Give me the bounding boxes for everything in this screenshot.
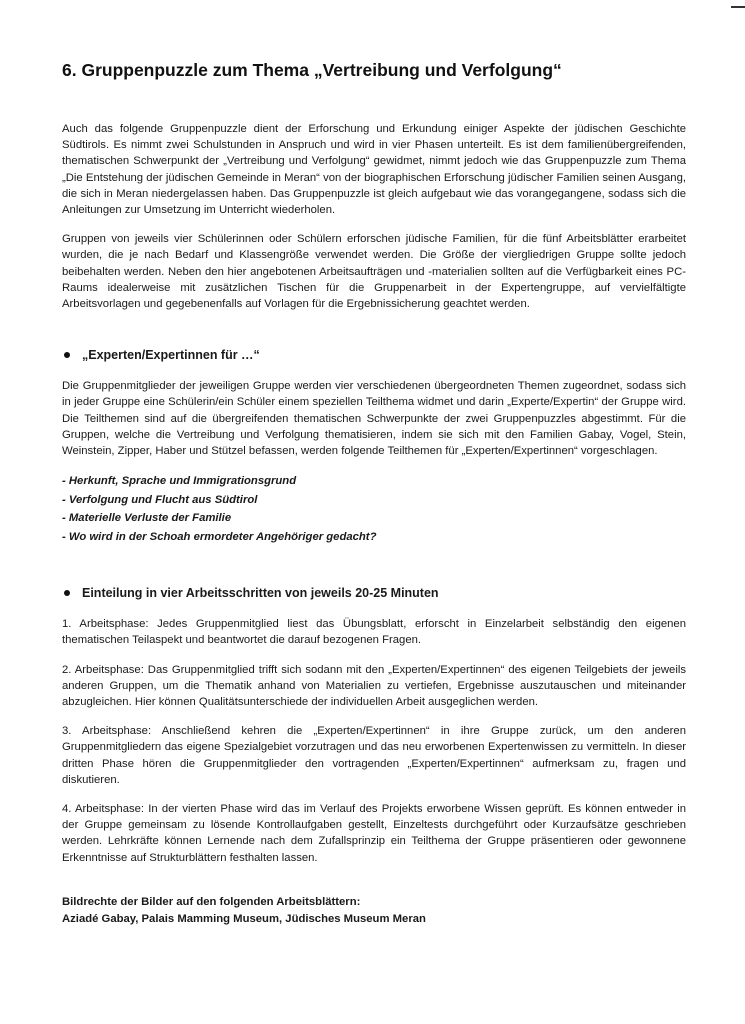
credits-line-2: Aziadé Gabay, Palais Mamming Museum, Jüdisches Museum Meran	[62, 912, 426, 925]
topic-item: - Verfolgung und Flucht aus Südtirol	[62, 493, 258, 506]
document-page	[62, 60, 686, 928]
topic-list	[62, 472, 686, 546]
topic-item: - Herkunft, Sprache und Immigrationsgrund	[62, 475, 297, 488]
experts-heading-text: „Experten/Expertinnen für …“	[82, 348, 260, 363]
credits-line-1: Bildrechte der Bilder auf den folgenden Arbeitsblättern:	[62, 895, 361, 908]
experts-section-heading	[62, 348, 686, 362]
phases-section-heading	[62, 586, 686, 600]
bullet-icon	[64, 352, 70, 358]
phase-paragraph-2: 2. Arbeitsphase: Das Gruppenmitglied trifft sich sodann mit den „Experten/Expertinnen“ des eigenen Teilgebiets der jeweils anderen Gruppen, um die Thematik anhand von Materialien zu vertiefen, Ergebnisse auszutauschen und miteinander abzugleichen. Hier können Qualitätsunterschiede der individuellen Arbeit ausgeglichen werden.	[62, 663, 686, 709]
page-title: 6. Gruppenpuzzle zum Thema „Vertreibung und Verfolgung“	[62, 60, 562, 80]
bullet-icon	[64, 590, 70, 596]
scan-edge-mark	[731, 6, 745, 8]
phase-paragraph-1: 1. Arbeitsphase: Jedes Gruppenmitglied liest das Übungsblatt, erforscht in Einzelarbeit selbständig den eigenen thematischen Teilaspekt und beantwortet die darauf bezogenen Fragen.	[62, 618, 686, 647]
topic-item: - Wo wird in der Schoah ermordeter Angehöriger gedacht?	[62, 530, 377, 543]
phase-paragraph-3: 3. Arbeitsphase: Anschließend kehren die „Experten/Expertinnen“ in ihre Gruppe zurück, um den anderen Gruppenmitgliedern das eigene Spezialgebiet vorzutragen und das neu erworbenen Expertenwissen zu vermitteln. In dieser dritten Phase hören die Gruppenmitglieder den vortragenden „Experten/Expertinnen“ aufmerksam zu, fragen und diskutieren.	[62, 725, 686, 786]
intro-paragraph-2: Gruppen von jeweils vier Schülerinnen oder Schülern erforschen jüdische Familien, für die fünf Arbeitsblätter erarbeitet wurden, die je nach Bedarf und Klassengröße verwendet werden. Die Größe der viergliedrigen Gruppe sollte jedoch beibehalten werden. Neben den hier angebotenen Arbeitsaufträgen und -materialien sollten auf die Verfügbarkeit eines PC-Raums idealerweise mit zusätzlichen Tischen für die Gruppenarbeit in der Expertengruppe, auf vervielfältigte Arbeitsvorlagen und gegebenenfalls auf Vorlagen für die Ergebnissicherung geachtet werden.	[62, 233, 686, 311]
experts-paragraph: Die Gruppenmitglieder der jeweiligen Gruppe werden vier verschiedenen übergeordneten Themen zugeordnet, sodass sich in jeder Gruppe eine Schülerin/ein Schüler einem speziellen Teilthema widmet und darin „Experte/Expertin“ der Gruppe wird. Die Teilthemen sind auf die übergreifenden thematischen Schwerpunkte der zwei Gruppenpuzzles abgestimmt. Für die Gruppen, welche die Vertreibung und Verfolgung thematisieren, indem sie sich mit den Familien Gabay, Vogel, Stein, Weinstein, Zipper, Haber und Stützel befassen, werden folgende Teilthemen für „Experten/Expertinnen“ vorgeschlagen.	[62, 380, 686, 458]
intro-paragraph-1: Auch das folgende Gruppenpuzzle dient der Erforschung und Erkundung einiger Aspekte der jüdischen Geschichte Südtirols. Es nimmt zwei Schulstunden in Anspruch und wird in vier Phasen unterteilt. Es ist dem familienübergreifenden, thematischen Schwerpunkt der „Vertreibung und Verfolgung“ gewidmet, nimmt jedoch wie das Gruppenpuzzle zum Thema „Die Entstehung der jüdischen Gemeinde in Meran“ von der biographischen Erforschung jüdischer Familien seinen Ausgang, die sich in Meran niedergelassen haben. Das Gruppenpuzzle ist gleich aufgebaut wie das vorangegangene, sodass sich die Anleitungen zur Umsetzung im Unterricht wiederholen.	[62, 123, 686, 217]
topic-item: - Materielle Verluste der Familie	[62, 512, 232, 525]
phases-heading-text: Einteilung in vier Arbeitsschritten von jeweils 20-25 Minuten	[82, 586, 439, 601]
image-credits	[62, 894, 686, 928]
phase-paragraph-4: 4. Arbeitsphase: In der vierten Phase wird das im Verlauf des Projekts erworbene Wissen geprüft. Es können entweder in der Gruppe gemeinsam zu lösende Kontrollaufgaben gestellt, Einzeltests durchgeführt oder Kurzaufsätze geschrieben werden. Lehrkräfte können Lernende nach dem Zufallsprinzip ein Teilthema der Gruppe präsentieren oder gewonnene Erkenntnisse auf Strukturblättern festhalten lassen.	[62, 803, 686, 864]
